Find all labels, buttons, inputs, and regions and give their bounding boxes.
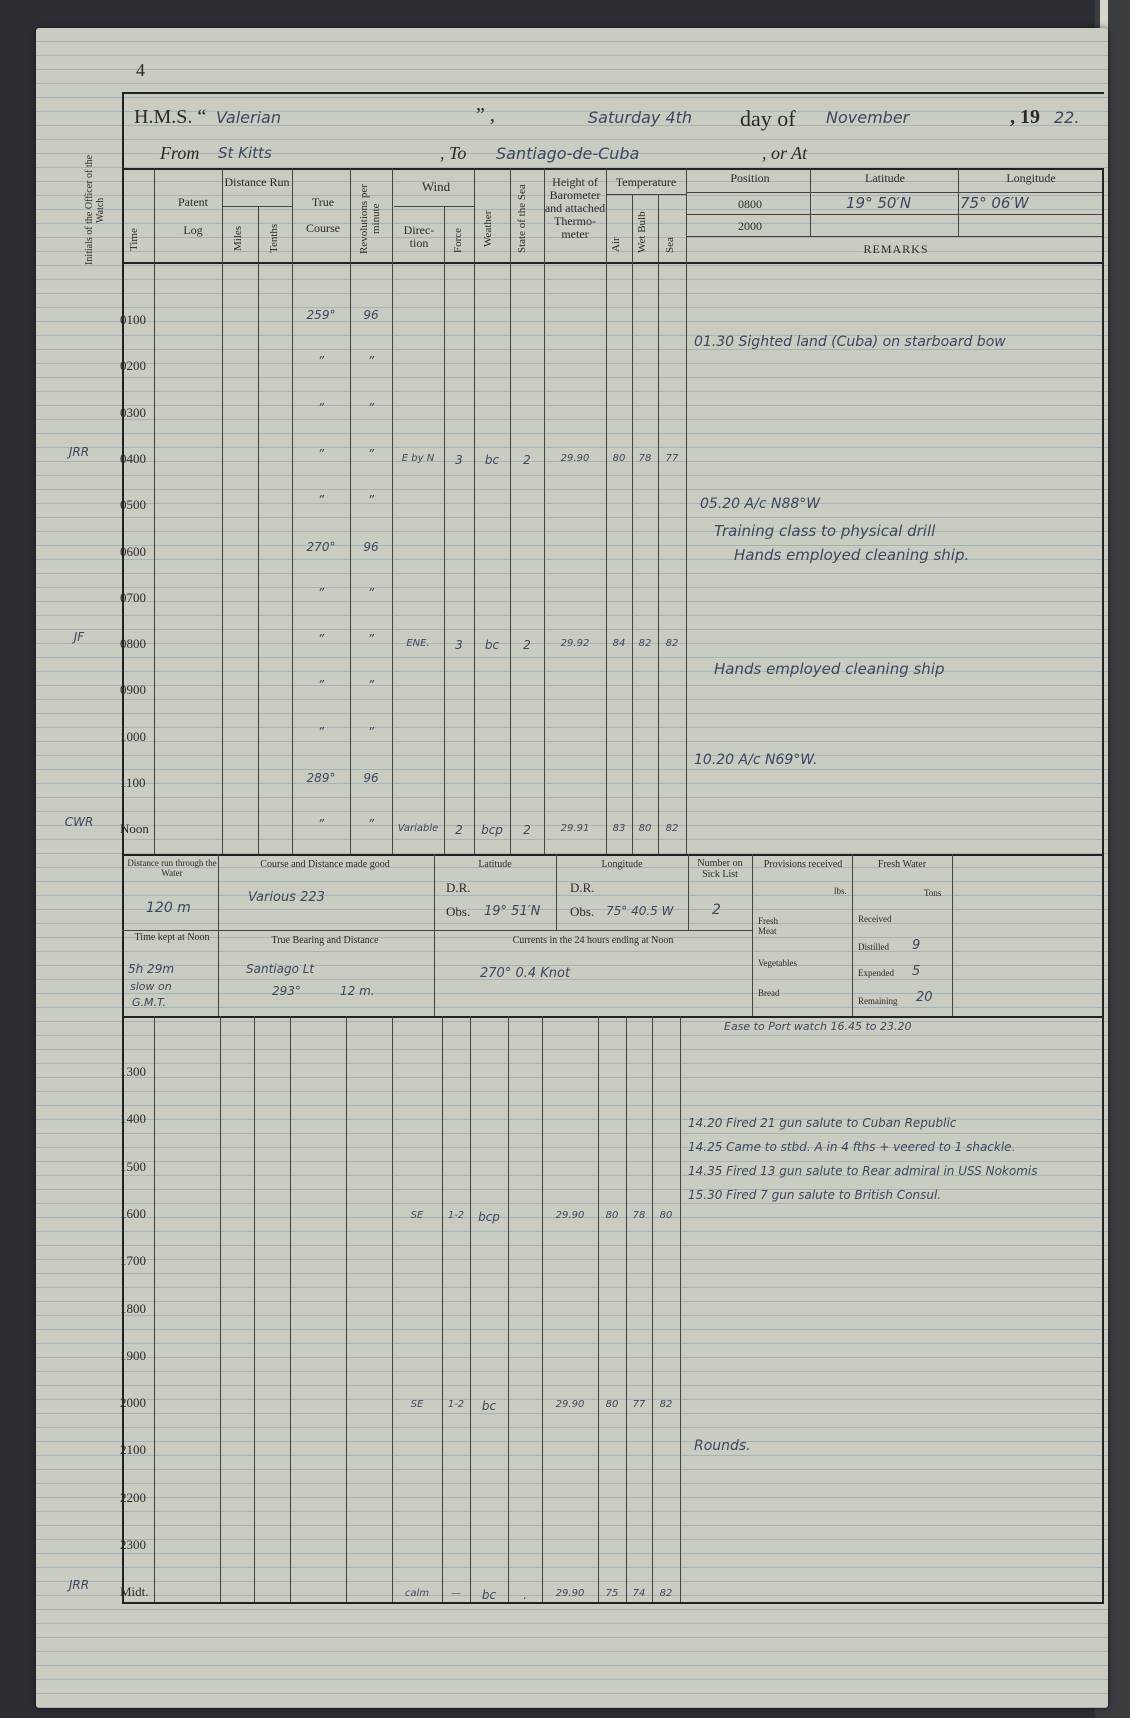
noon-col-1 (218, 854, 219, 1016)
temp-rule (606, 194, 686, 195)
lat-0800: 19° 50′N (846, 194, 912, 212)
row-time: 0300 (120, 404, 146, 420)
remark-rounds: Rounds. (694, 1438, 751, 1454)
row-initials: JF (73, 630, 85, 645)
noon-col-7 (952, 854, 953, 1016)
pos-2000: 2000 (738, 219, 762, 233)
pos-col-2 (958, 168, 959, 236)
row-revs: 96 (363, 308, 379, 322)
noon-tons-label: Tons (924, 888, 942, 898)
top-rule (122, 92, 1104, 94)
row-time: 1800 (120, 1300, 146, 1316)
noon-col-4 (688, 854, 689, 930)
row-time: 0200 (120, 358, 146, 374)
noon-time-1: 5h 29m (128, 962, 175, 976)
noon-bread: Bread (758, 988, 780, 998)
pos-rule-1 (686, 192, 1102, 193)
row-time: 0900 (120, 682, 146, 698)
from-label: From (160, 143, 200, 163)
page-number: 4 (136, 60, 145, 80)
row-wind-force: — (451, 1588, 461, 1600)
lower-col-line (470, 1016, 471, 1602)
right-rule (1102, 168, 1104, 1604)
row-time: 2200 (120, 1489, 146, 1505)
row-course: ” (317, 493, 325, 508)
row-revs: ” (367, 400, 375, 415)
or-at-label: , or At (762, 143, 808, 163)
row-sea-state: 2 (523, 452, 531, 467)
long-0800: 75° 06′W (960, 194, 1029, 212)
column-header-rule (122, 262, 1104, 264)
lower-col-line (254, 1016, 255, 1602)
row-barometer: 29.90 (560, 452, 590, 464)
upper-col-line (222, 168, 223, 854)
row-time: 0500 (120, 497, 146, 513)
row-course: ” (317, 585, 325, 600)
year-suffix: 22. (1054, 108, 1080, 127)
row-wind-force: 1-2 (447, 1399, 465, 1411)
noon-col-3 (556, 854, 557, 930)
col-patent: Patent (178, 195, 208, 209)
to-label: , To (440, 143, 467, 163)
col-time: Time (128, 228, 140, 252)
header-rule (122, 168, 1104, 170)
row-revs: ” (367, 493, 375, 508)
remark-cleaning-2: Hands employed cleaning ship (714, 660, 945, 678)
row-air: 83 (612, 823, 626, 835)
noon-lat-label: Latitude (478, 859, 512, 870)
row-wind-force: 2 (455, 823, 463, 838)
upper-col-line (686, 168, 687, 854)
row-time: 0400 (120, 450, 146, 466)
noon-col-2 (434, 854, 435, 1016)
hms-label: H.M.S. “ (134, 106, 207, 128)
noon-received: Received (858, 914, 892, 924)
row-time: 1700 (120, 1253, 146, 1269)
row-wind-dir: Variable (397, 823, 439, 835)
row-time: Noon (120, 821, 149, 837)
row-wind-dir: SE (410, 1399, 424, 1411)
row-course: ” (317, 446, 325, 461)
row-revs: ” (367, 724, 375, 739)
remark-training: Training class to physical drill (714, 522, 936, 540)
upper-col-line (350, 168, 351, 854)
remark-1435: 14.35 Fired 13 gun salute to Rear admiral in USS Nokomis (688, 1164, 1038, 1178)
officer-initials-label: Initials of the Officer of the Watch (84, 154, 106, 266)
noon-long-obs: 75° 40.5 W (606, 904, 674, 918)
row-barometer: 29.90 (555, 1399, 585, 1411)
lower-col-line (598, 1016, 599, 1602)
lower-col-line (154, 1016, 155, 1602)
row-weather: bcp (481, 823, 503, 838)
row-initials: CWR (64, 815, 94, 830)
row-time: 2000 (120, 1395, 146, 1411)
row-time: 1000 (120, 728, 146, 744)
row-time: 1300 (120, 1064, 146, 1079)
year-prefix: , 19 (1010, 106, 1040, 128)
row-course: ” (317, 817, 325, 832)
wind-rule (394, 206, 474, 207)
noon-distilled: Distilled (858, 942, 889, 952)
noon-expended-value: 5 (912, 964, 921, 979)
close-quote: ” , (476, 104, 495, 126)
row-time: 1400 (120, 1111, 146, 1127)
row-revs: ” (367, 817, 375, 832)
col-wet-bulb: Wet Bulb (636, 211, 648, 253)
row-air: 80 (612, 452, 626, 464)
row-sea-temp: 80 (659, 1209, 673, 1221)
col-wind: Wind (421, 179, 451, 194)
row-revs: ” (367, 446, 375, 461)
row-air: 80 (605, 1209, 619, 1221)
row-barometer: 29.90 (555, 1588, 585, 1600)
row-wet-bulb: 78 (638, 452, 652, 464)
lower-col-line (652, 1016, 653, 1602)
col-revolutions: Revolutions per minute (358, 184, 382, 254)
noon-long-dr: D.R. (570, 880, 595, 895)
lower-col-line (442, 1016, 443, 1602)
col-sea: Sea (664, 237, 676, 253)
col-course: Course (306, 221, 340, 235)
row-air: 80 (605, 1399, 619, 1411)
upper-col-line (154, 168, 155, 854)
noon-dist-label: Distance run through the Water (127, 858, 217, 878)
noon-bearing-label: True Bearing and Distance (271, 935, 379, 946)
col-log: Log (183, 223, 203, 237)
lower-col-line (346, 1016, 347, 1602)
noon-course-label: Course and Distance made good (260, 859, 390, 870)
col-state-sea: State of the Sea (516, 184, 528, 254)
noon-col-5 (752, 854, 753, 1016)
upper-col-line (606, 168, 607, 854)
pos-rule-2 (686, 214, 1102, 215)
to-value: Santiago-de-Cuba (496, 144, 640, 163)
row-sea-state: 2 (523, 638, 531, 653)
row-course: ” (317, 678, 325, 693)
row-sea-temp: 77 (665, 452, 679, 464)
row-wind-dir: ENE. (406, 638, 430, 650)
noon-prov-label: Provisions received (763, 859, 843, 870)
noon-long-obs-label: Obs. (570, 904, 595, 919)
noon-remaining-value: 20 (916, 990, 933, 1005)
noon-mid-rule (122, 930, 752, 931)
noon-remaining: Remaining (858, 996, 898, 1006)
col-position: Position (730, 171, 770, 185)
noon-time-3: G.M.T. (132, 996, 166, 1009)
row-sea-temp: 82 (665, 638, 679, 650)
remark-0520: 05.20 A/c N88°W (700, 496, 821, 512)
row-time: 1100 (120, 775, 146, 790)
row-sea-temp: 82 (659, 1588, 673, 1600)
lower-col-line (290, 1016, 291, 1602)
row-air: 84 (612, 638, 626, 650)
row-wet-bulb: 80 (638, 823, 652, 835)
noon-time-2: slow on (130, 980, 172, 993)
pos-0800: 0800 (738, 197, 762, 211)
dist-rule (222, 206, 292, 207)
noon-col-6 (852, 854, 853, 1016)
remark-1020: 10.20 A/c N69°W. (694, 752, 818, 768)
pos-rule-3 (686, 236, 1102, 237)
row-wind-force: 3 (455, 638, 463, 653)
row-course: ” (317, 632, 325, 647)
noon-sick-value: 2 (712, 902, 721, 918)
row-barometer: 29.92 (560, 638, 590, 650)
row-course: ” (317, 400, 325, 415)
col-air: Air (610, 237, 622, 253)
lower-col-line (626, 1016, 627, 1602)
lower-col-line (392, 1016, 393, 1602)
noon-dist-value: 120 m (146, 900, 191, 916)
noon-bottom-rule (122, 1016, 1104, 1018)
row-sea-state: . (523, 1588, 527, 1603)
col-miles: Miles (232, 225, 244, 251)
row-wet-bulb: 74 (632, 1588, 646, 1600)
bottom-rule (122, 1602, 1104, 1604)
lower-col-line (508, 1016, 509, 1602)
row-course: ” (317, 724, 325, 739)
upper-col-line (658, 194, 659, 854)
row-time: 0100 (120, 312, 146, 327)
from-value: St Kitts (218, 144, 272, 162)
row-wet-bulb: 82 (638, 638, 652, 650)
row-wet-bulb: 77 (632, 1399, 646, 1411)
row-revs: ” (367, 632, 375, 647)
row-wind-dir: calm (404, 1588, 430, 1600)
upper-col-line (258, 206, 259, 854)
row-course: 270° (306, 539, 336, 554)
row-time: Midt. (120, 1584, 149, 1600)
row-initials: JRR (68, 1578, 90, 1593)
row-weather: bc (481, 1399, 497, 1414)
row-wind-dir: SE (410, 1209, 424, 1221)
col-temperature: Temperature (615, 175, 677, 189)
row-time: 2300 (120, 1537, 146, 1552)
row-sea-temp: 82 (659, 1399, 673, 1411)
noon-currents-label: Currents in the 24 hours ending at Noon (512, 935, 674, 946)
noon-lat-dr: D.R. (446, 880, 471, 895)
noon-lbs-label: lbs. (834, 886, 847, 896)
col-barometer: Height of Barometer and attached Thermo-meter (544, 175, 606, 241)
upper-col-line (510, 168, 511, 854)
upper-col-line (474, 168, 475, 854)
row-time: 1900 (120, 1347, 146, 1363)
noon-course-value: Various 223 (248, 890, 325, 905)
upper-col-line (292, 168, 293, 854)
lower-col-line (220, 1016, 221, 1602)
noon-vegetables: Vegetables (758, 958, 797, 968)
row-time: 0800 (120, 636, 146, 652)
afternoon-note: Ease to Port watch 16.45 to 23.20 (724, 1020, 912, 1033)
noon-lat-obs-label: Obs. (446, 904, 471, 919)
noon-fresh-meat: Fresh Meat (758, 916, 778, 936)
row-weather: bc (481, 1588, 497, 1603)
row-sea-temp: 82 (665, 823, 679, 835)
remark-0130: 01.30 Sighted land (Cuba) on starboard bow (694, 334, 1006, 350)
noon-lat-obs: 19° 51′N (484, 904, 541, 919)
row-initials: JRR (68, 444, 90, 459)
noon-sick-label: Number on Sick List (697, 858, 743, 880)
col-longitude: Longitude (1006, 171, 1056, 185)
remark-1530: 15.30 Fired 7 gun salute to British Consul. (688, 1188, 942, 1202)
noon-bearing-3: 12 m. (340, 984, 375, 998)
row-weather: bc (484, 452, 500, 467)
noon-bearing-1: Santiago Lt (246, 962, 315, 976)
row-weather: bcp (478, 1209, 500, 1224)
lower-col-line (542, 1016, 543, 1602)
row-time: 0700 (120, 589, 146, 605)
month: November (826, 108, 910, 127)
col-distance-run: Distance Run (224, 175, 290, 189)
row-barometer: 29.90 (555, 1209, 585, 1221)
row-course: ” (317, 354, 325, 369)
noon-bearing-2: 293° (272, 984, 301, 998)
upper-col-line (444, 206, 445, 854)
row-sea-state: 2 (523, 823, 531, 838)
upper-col-line (392, 168, 393, 854)
row-revs: 96 (363, 539, 379, 554)
col-true: True (311, 195, 335, 209)
upper-col-line (632, 194, 633, 854)
row-revs: ” (367, 678, 375, 693)
col-latitude: Latitude (865, 171, 905, 185)
noon-time-label: Time kept at Noon (134, 932, 210, 943)
noon-long-label: Longitude (601, 859, 643, 870)
row-time: 0600 (120, 543, 146, 559)
row-weather: bc (484, 638, 500, 653)
remark-cleaning-1: Hands employed cleaning ship. (734, 546, 970, 564)
remark-1425: 14.25 Came to stbd. A in 4 fths + veered to 1 shackle. (688, 1140, 1016, 1154)
row-air: 75 (605, 1588, 619, 1600)
row-wind-force: 3 (455, 452, 463, 467)
row-wet-bulb: 78 (632, 1209, 646, 1221)
row-wind-dir: E by N (401, 452, 435, 464)
col-weather: Weather (482, 210, 494, 248)
noon-water-label: Fresh Water (877, 859, 927, 870)
col-force: Force (452, 227, 464, 253)
col-direction: Direc-tion (403, 223, 435, 250)
row-time: 1500 (120, 1158, 146, 1174)
row-revs: ” (367, 354, 375, 369)
row-revs: ” (367, 585, 375, 600)
noon-expended: Expended (858, 968, 894, 978)
upper-col-line (544, 168, 545, 854)
day-of-label: day of (740, 106, 796, 131)
row-time: 1600 (120, 1205, 146, 1221)
row-time: 2100 (120, 1442, 146, 1458)
ship-name: Valerian (216, 108, 281, 127)
row-course: 289° (306, 771, 336, 785)
day-name: Saturday 4th (588, 108, 693, 127)
row-wind-force: 1-2 (447, 1209, 465, 1221)
lower-col-line (680, 1016, 681, 1602)
noon-currents-value: 270° 0.4 Knot (480, 966, 571, 981)
row-revs: 96 (363, 771, 379, 785)
col-tenths: Tenths (268, 223, 280, 253)
pos-col-1 (810, 168, 811, 236)
remark-1420: 14.20 Fired 21 gun salute to Cuban Republic (688, 1116, 957, 1130)
noon-distilled-value: 9 (912, 938, 921, 953)
row-course: 259° (306, 308, 336, 322)
noon-top-rule (122, 854, 1104, 856)
col-remarks: REMARKS (863, 242, 929, 256)
row-barometer: 29.91 (560, 823, 590, 835)
